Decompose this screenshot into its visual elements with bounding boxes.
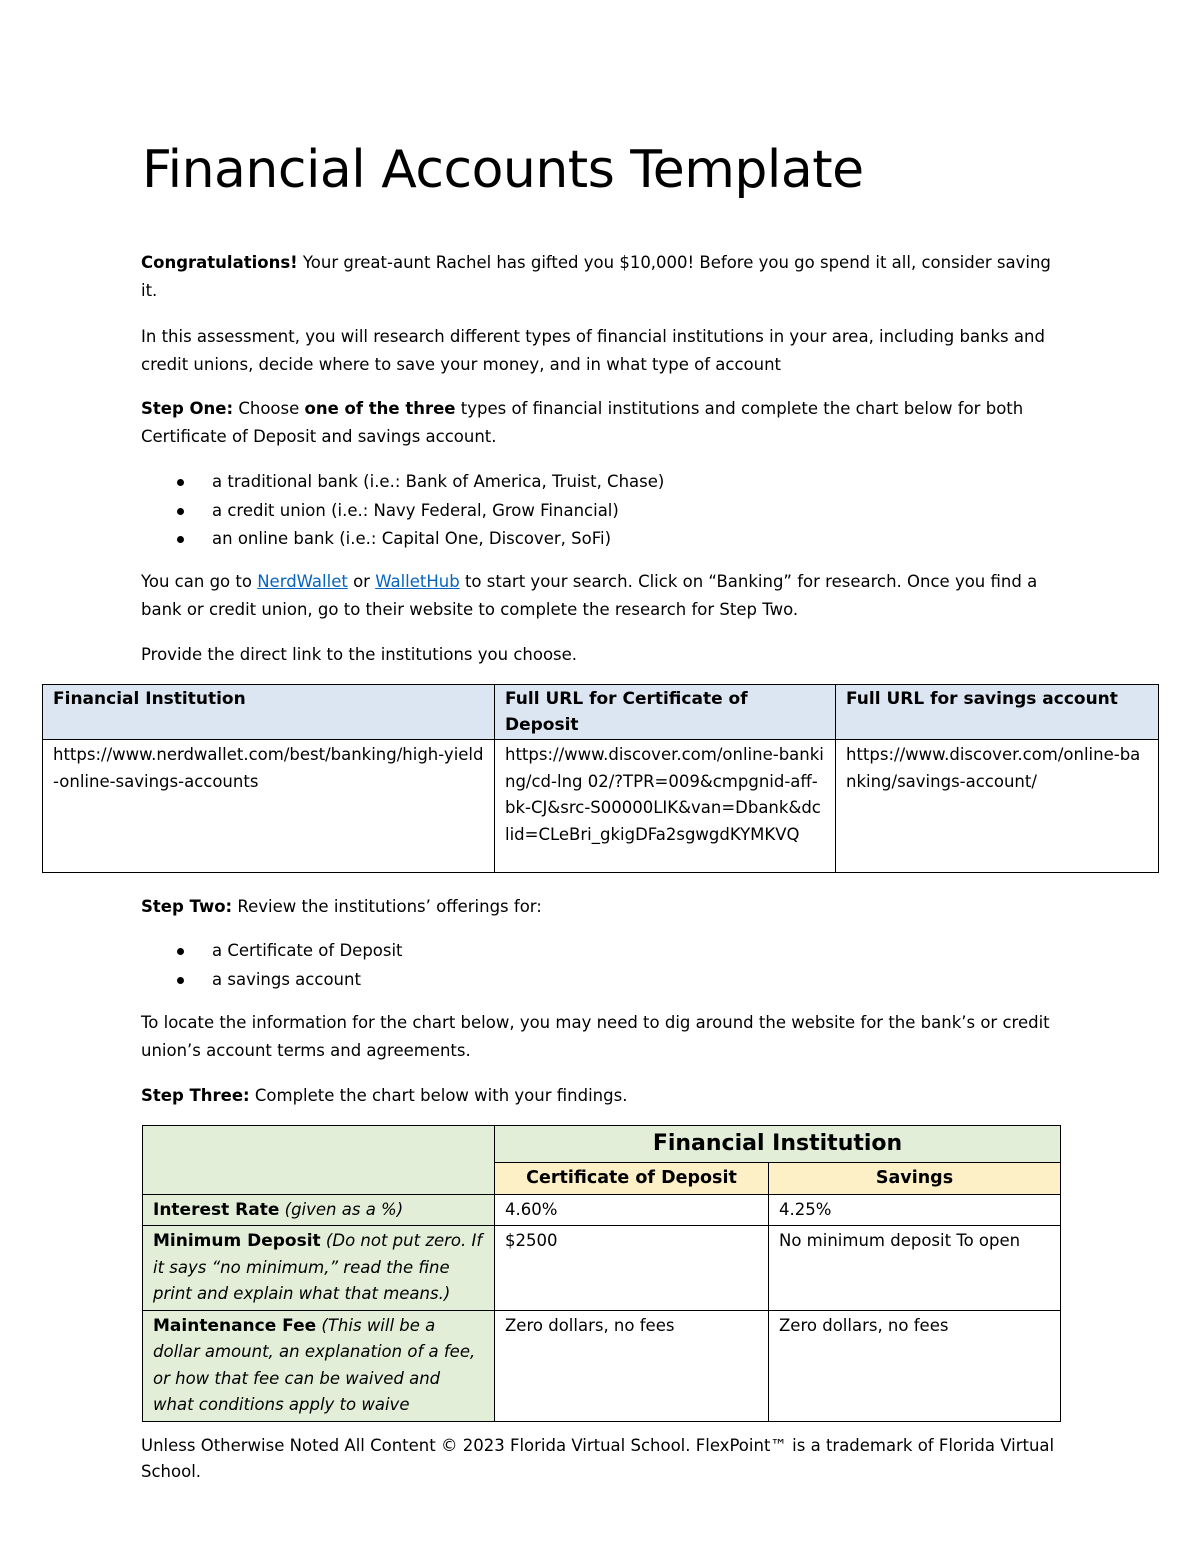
list-item: a traditional bank (i.e.: Bank of America, Truist, Chase) (141, 468, 1041, 497)
table-row (43, 740, 1159, 873)
row-label-text: Interest Rate (153, 1199, 280, 1220)
cd-url-cell[interactable]: https://www.discover.com/online-banking/cd-lng 02/?TPR=009&cmpgnid-aff-bk-CJ&src-S00000LIK&van=Dbank&dclid=CLeBri_gkigDFa2sgwgdKYMKVQ (495, 740, 836, 873)
search-text-c: to start your search. Click on “Banking” for research. Once you find a bank or credit union, go to their website to complete the research for Step Two. (141, 572, 1038, 619)
step-one-paragraph (141, 395, 1061, 451)
minimum-deposit-savings-cell[interactable]: No minimum deposit To open (769, 1226, 1061, 1311)
minimum-deposit-cd-cell[interactable]: $2500 (495, 1226, 769, 1311)
step-one-label: Step One: (141, 399, 234, 418)
search-text-a: You can go to (141, 572, 258, 591)
savings-url-cell[interactable]: https://www.discover.com/online-banking/savings-account/ (836, 740, 1159, 873)
step-two-label: Step Two: (141, 897, 233, 916)
search-paragraph (141, 568, 1061, 624)
row-hint-text: (given as a %) (279, 1199, 404, 1219)
step-three-label: Step Three: (141, 1086, 250, 1105)
offering-list (141, 937, 1041, 994)
header-cd-url: Full URL for Certificate of Deposit (495, 685, 836, 740)
header-savings: Savings (769, 1163, 1061, 1195)
row-label-text: Minimum Deposit (153, 1231, 321, 1251)
list-item: a Certificate of Deposit (141, 937, 1041, 966)
provide-link-paragraph: Provide the direct link to the institutions you choose. (141, 645, 578, 664)
list-item: a savings account (141, 966, 1041, 995)
row-hint-text: (This will be a dollar amount, an explanation of a fee, or how that fee can be waived and what conditions apply to waive (153, 1315, 476, 1414)
table-row (143, 1226, 1061, 1311)
step-three-paragraph (141, 1082, 1061, 1110)
congrats-text: Your great-aunt Rachel has gifted you $10,000! Before you go spend it all, consider saving it. (141, 253, 1051, 300)
findings-corner-cell (143, 1126, 495, 1195)
row-label-maintenance-fee (143, 1310, 495, 1421)
step-one-text-b: types of financial institutions and complete the chart below for both Certificate of Deposit and savings account. (141, 399, 1024, 446)
url-table (42, 684, 1159, 873)
institution-url-cell[interactable]: https://www.nerdwallet.com/best/banking/high-yield-online-savings-accounts (43, 740, 495, 873)
institution-type-list (141, 468, 1041, 554)
row-label-minimum-deposit (143, 1226, 495, 1311)
page-title: Financial Accounts Template (142, 140, 864, 200)
table-header-row (43, 685, 1159, 740)
step-one-text-a: Choose (233, 399, 305, 418)
findings-group-header: Financial Institution (495, 1126, 1061, 1163)
table-row (143, 1310, 1061, 1421)
header-savings-url: Full URL for savings account (836, 685, 1159, 740)
congrats-bold: Congratulations! (141, 253, 298, 272)
step-two-text: Review the institutions’ offerings for: (232, 897, 542, 916)
table-row (143, 1194, 1061, 1226)
header-certificate-of-deposit: Certificate of Deposit (495, 1163, 769, 1195)
interest-rate-savings-cell[interactable]: 4.25% (769, 1194, 1061, 1226)
list-item: an online bank (i.e.: Capital One, Discover, SoFi) (141, 525, 1041, 554)
search-text-b: or (347, 572, 376, 591)
maintenance-fee-cd-cell[interactable]: Zero dollars, no fees (495, 1310, 769, 1421)
maintenance-fee-savings-cell[interactable]: Zero dollars, no fees (769, 1310, 1061, 1421)
row-hint-text: (Do not put zero. If it says “no minimum,” read the fine print and explain what that means.) (153, 1231, 483, 1303)
step-one-emphasis: one of the three (304, 399, 456, 418)
step-two-paragraph (141, 893, 1061, 921)
list-item: a credit union (i.e.: Navy Federal, Grow Financial) (141, 497, 1041, 526)
nerdwallet-link[interactable]: NerdWallet (257, 572, 348, 591)
copyright-footer: Unless Otherwise Noted All Content © 2023 Florida Virtual School. FlexPoint™ is a trademark of Florida Virtual School. (141, 1436, 1055, 1481)
findings-table (142, 1125, 1061, 1422)
row-label-text: Maintenance Fee (153, 1315, 317, 1336)
row-label-interest-rate (143, 1194, 495, 1226)
findings-group-header-row (143, 1126, 1061, 1163)
congrats-paragraph (141, 249, 1061, 305)
wallethub-link[interactable]: WalletHub (375, 572, 460, 591)
step-three-text: Complete the chart below with your findings. (249, 1086, 628, 1105)
header-financial-institution: Financial Institution (43, 685, 495, 740)
assessment-paragraph: In this assessment, you will research different types of financial institutions in your area, including banks and credit unions, decide where to save your money, and in what type of account (141, 327, 1045, 374)
interest-rate-cd-cell[interactable]: 4.60% (495, 1194, 769, 1226)
locate-paragraph: To locate the information for the chart below, you may need to dig around the website for the bank’s or credit union’s account terms and agreements. (141, 1013, 1050, 1060)
